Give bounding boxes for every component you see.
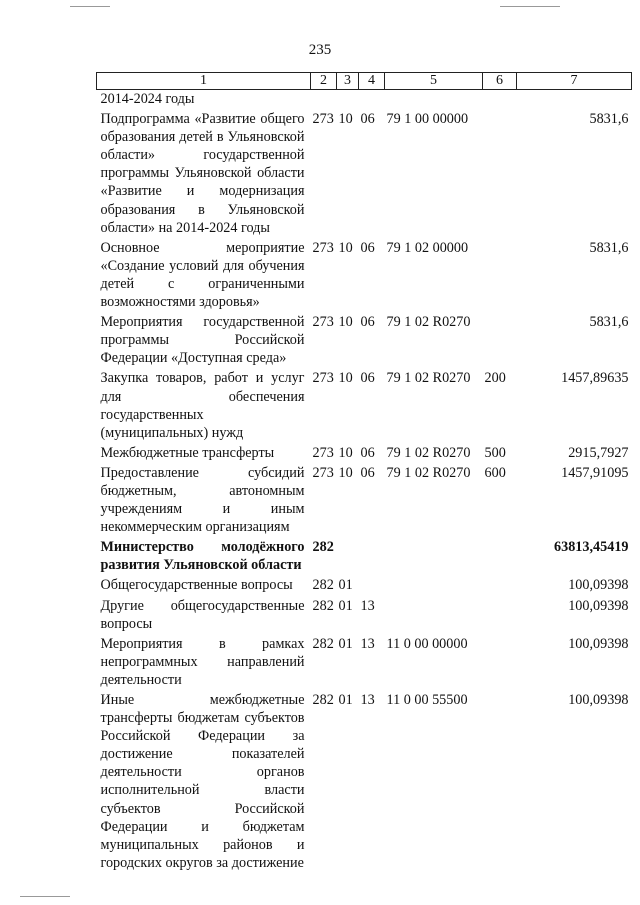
cell-amount: 100,09398 xyxy=(568,692,629,708)
cell-section: 01 xyxy=(338,635,353,652)
row-name: Закупка товаров, работ и услуг для обеспечения государственных (муниципальных) нужд xyxy=(100,370,305,441)
cell-section: 01 xyxy=(338,577,353,594)
cell-amount: 100,09398 xyxy=(568,597,629,614)
cell-ministry-code: 273 xyxy=(312,370,334,387)
cell-subsection: 06 xyxy=(360,464,375,481)
row-name: Предоставление субсидий бюджетным, автономным учреждениям и иным некоммерческим организациям xyxy=(100,464,305,536)
cell-expense-type xyxy=(483,635,517,691)
column-header-3: 3 xyxy=(337,73,359,90)
cell-amount xyxy=(517,90,632,111)
row-name: Основное мероприятие «Создание условий для обучения детей с ограниченными возможностями здоровья» xyxy=(100,239,305,311)
cell-section: 10 xyxy=(338,464,353,481)
cell-section xyxy=(337,90,359,111)
cell-ministry-code: 282 xyxy=(312,577,334,594)
column-header-2: 2 xyxy=(311,73,337,90)
cell-subsection xyxy=(359,90,385,111)
cell-target-article: 79 1 02 R0270 xyxy=(386,464,471,481)
cell-target-article: 11 0 00 00000 xyxy=(386,635,468,652)
table-row xyxy=(97,239,632,313)
cell-target-article: 79 1 00 00000 xyxy=(386,111,469,128)
cell-target-article: 79 1 02 R0270 xyxy=(386,370,471,387)
table-row xyxy=(97,691,632,874)
cell-target-article xyxy=(385,597,483,635)
cell-target-article: 79 1 02 R0270 xyxy=(386,314,471,331)
cell-amount: 5831,6 xyxy=(589,239,629,256)
cell-subsection: 06 xyxy=(360,314,375,331)
table-body xyxy=(97,90,632,874)
cell-expense-type xyxy=(483,313,517,369)
table-row xyxy=(97,313,632,369)
cell-subsection: 13 xyxy=(360,597,375,614)
cell-subsection: 06 xyxy=(360,444,375,461)
cell-ministry-code: 273 xyxy=(312,444,334,461)
page-number: 235 xyxy=(308,42,332,58)
cell-amount: 5831,6 xyxy=(589,314,629,331)
table-header xyxy=(97,73,632,90)
cell-ministry-code: 282 xyxy=(312,597,334,614)
table-row xyxy=(97,110,632,239)
table-row xyxy=(97,576,632,596)
column-header-4: 4 xyxy=(359,73,385,90)
cell-amount: 2915,7927 xyxy=(568,444,629,461)
cell-section: 01 xyxy=(338,597,353,614)
cell-target-article: 11 0 00 55500 xyxy=(386,692,468,708)
row-name: Министерство молодёжного развития Ульяновской области xyxy=(100,539,305,574)
cell-expense-type: 600 xyxy=(484,464,506,481)
cell-section: 10 xyxy=(338,314,353,331)
column-header-5: 5 xyxy=(385,73,483,90)
row-name: Мероприятия государственной программы Российской Федерации «Доступная среда» xyxy=(100,314,305,367)
row-name: Иные межбюджетные трансферты бюджетам субъектов Российской Федерации за достижение показателей деятельности органов исполнительной власти субъектов Российской Федерации и бюджетам муниципальных районов и городских округов за достижение xyxy=(100,692,305,871)
cell-expense-type xyxy=(483,110,517,239)
cell-target-article: 79 1 02 00000 xyxy=(386,239,469,256)
cell-expense-type: 500 xyxy=(484,444,506,461)
cell-subsection: 13 xyxy=(360,692,375,708)
cell-expense-type: 200 xyxy=(484,370,506,387)
row-name: Мероприятия в рамках непрограммных направлений деятельности xyxy=(100,635,305,688)
cell-expense-type xyxy=(483,239,517,313)
cell-ministry-code: 282 xyxy=(312,539,334,556)
cell-ministry-code: 273 xyxy=(312,111,334,128)
table-row xyxy=(97,444,632,464)
cell-target-article: 79 1 02 R0270 xyxy=(386,444,471,461)
cell-subsection: 13 xyxy=(360,635,375,652)
cell-subsection: 06 xyxy=(360,239,375,256)
row-name: 2014-2024 годы xyxy=(100,91,195,107)
table-row xyxy=(97,464,632,538)
cell-subsection xyxy=(359,538,385,576)
row-name: Другие общегосударственные вопросы xyxy=(100,597,305,632)
cell-ministry-code: 273 xyxy=(312,464,334,481)
row-name: Подпрограмма «Развитие общего образования детей в Ульяновской области» государственной программы Ульяновской области «Развитие и модернизация образования в Ульяновской области» на 2014-2024 годы xyxy=(100,111,305,236)
scan-artifact xyxy=(20,896,70,897)
cell-subsection: 06 xyxy=(360,111,375,128)
cell-expense-type xyxy=(483,576,517,596)
row-name: Межбюджетные трансферты xyxy=(100,444,275,461)
cell-ministry-code: 282 xyxy=(312,692,334,708)
cell-amount: 63813,45419 xyxy=(554,539,629,556)
cell-amount: 5831,6 xyxy=(589,111,629,128)
column-header-6: 6 xyxy=(483,73,517,90)
header-row xyxy=(97,73,632,90)
cell-subsection xyxy=(359,576,385,596)
cell-target-article xyxy=(385,90,483,111)
column-header-1: 1 xyxy=(97,73,311,90)
table-row xyxy=(97,369,632,443)
cell-amount: 1457,89635 xyxy=(561,370,629,387)
cell-ministry-code: 282 xyxy=(312,635,334,652)
cell-target-article xyxy=(385,576,483,596)
cell-expense-type xyxy=(483,538,517,576)
cell-section: 10 xyxy=(338,444,353,461)
cell-section: 10 xyxy=(338,370,353,387)
cell-expense-type xyxy=(483,691,517,874)
cell-amount: 1457,91095 xyxy=(561,464,629,481)
scan-artifact xyxy=(70,6,110,7)
cell-ministry-code: 273 xyxy=(312,239,334,256)
cell-amount: 100,09398 xyxy=(568,577,629,594)
cell-target-article xyxy=(385,538,483,576)
cell-ministry-code xyxy=(311,90,337,111)
scan-artifact xyxy=(500,6,560,7)
cell-section xyxy=(337,538,359,576)
table-row xyxy=(97,597,632,635)
table-row xyxy=(97,90,632,111)
row-name: Общегосударственные вопросы xyxy=(100,577,293,594)
budget-table xyxy=(96,72,632,874)
column-header-7: 7 xyxy=(517,73,632,90)
cell-amount: 100,09398 xyxy=(568,635,629,652)
cell-subsection: 06 xyxy=(360,370,375,387)
table-row xyxy=(97,635,632,691)
cell-section: 10 xyxy=(338,239,353,256)
cell-expense-type xyxy=(483,90,517,111)
cell-section: 01 xyxy=(338,692,353,708)
table-row xyxy=(97,538,632,576)
cell-ministry-code: 273 xyxy=(312,314,334,331)
cell-expense-type xyxy=(483,597,517,635)
cell-section: 10 xyxy=(338,111,353,128)
